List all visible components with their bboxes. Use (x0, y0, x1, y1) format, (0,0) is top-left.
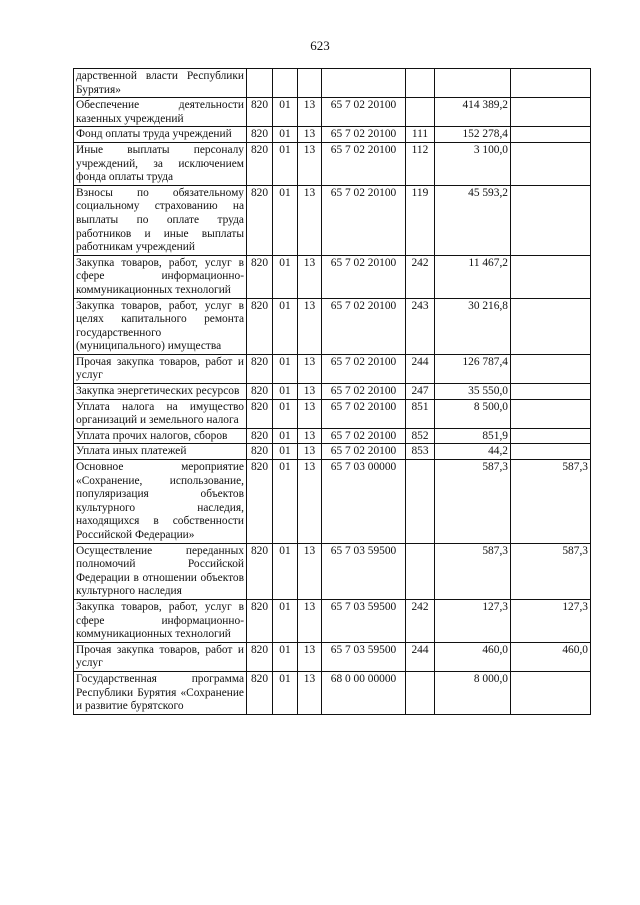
cell-grbs: 820 (247, 255, 273, 298)
cell-amount-federal (511, 444, 591, 460)
table-row (74, 127, 591, 143)
cell-target-article: 68 0 00 00000 (322, 671, 406, 714)
cell-subsection: 13 (298, 384, 322, 400)
cell-amount-federal (511, 354, 591, 383)
table-row (74, 298, 591, 354)
table-row (74, 444, 591, 460)
cell-target-article: 65 7 03 59500 (322, 599, 406, 642)
cell-amount-federal: 460,0 (511, 642, 591, 671)
cell-expense-type: 242 (406, 255, 435, 298)
cell-subsection: 13 (298, 142, 322, 185)
cell-subsection: 13 (298, 460, 322, 544)
cell-grbs: 820 (247, 671, 273, 714)
cell-amount: 587,3 (435, 460, 511, 544)
cell-grbs: 820 (247, 354, 273, 383)
cell-expense-type (406, 98, 435, 127)
table-row (74, 185, 591, 255)
cell-grbs: 820 (247, 543, 273, 599)
cell-amount-federal (511, 69, 591, 98)
cell-expense-type: 244 (406, 354, 435, 383)
cell-amount-federal: 587,3 (511, 460, 591, 544)
cell-amount-federal (511, 384, 591, 400)
cell-amount-federal (511, 98, 591, 127)
cell-amount-federal (511, 142, 591, 185)
table-row (74, 399, 591, 428)
cell-expense-type: 244 (406, 642, 435, 671)
cell-target-article: 65 7 03 59500 (322, 543, 406, 599)
cell-amount: 45 593,2 (435, 185, 511, 255)
table-body (74, 69, 591, 715)
cell-target-article: 65 7 02 20100 (322, 384, 406, 400)
cell-section: 01 (273, 255, 298, 298)
cell-grbs: 820 (247, 642, 273, 671)
cell-name: Закупка товаров, работ, услуг в целях капитального ремонта государственного (муниципального) имущества (74, 298, 247, 354)
cell-subsection: 13 (298, 671, 322, 714)
cell-section: 01 (273, 399, 298, 428)
cell-name: Основное мероприятие «Сохранение, использование, популяризация объектов культурного наследия, находящихся в собственности Российской Федерации» (74, 460, 247, 544)
cell-amount: 3 100,0 (435, 142, 511, 185)
cell-target-article: 65 7 02 20100 (322, 127, 406, 143)
cell-expense-type: 852 (406, 428, 435, 444)
cell-expense-type: 851 (406, 399, 435, 428)
cell-section (273, 69, 298, 98)
table-row (74, 671, 591, 714)
cell-grbs: 820 (247, 599, 273, 642)
cell-expense-type (406, 543, 435, 599)
cell-grbs: 820 (247, 444, 273, 460)
cell-name: Прочая закупка товаров, работ и услуг (74, 642, 247, 671)
cell-subsection: 13 (298, 298, 322, 354)
cell-section: 01 (273, 142, 298, 185)
cell-amount: 152 278,4 (435, 127, 511, 143)
cell-subsection: 13 (298, 255, 322, 298)
cell-grbs: 820 (247, 460, 273, 544)
cell-section: 01 (273, 460, 298, 544)
cell-name: Государственная программа Республики Бурятия «Сохранение и развитие бурятского (74, 671, 247, 714)
cell-name: Уплата налога на имущество организаций и земельного налога (74, 399, 247, 428)
cell-section: 01 (273, 543, 298, 599)
table-row (74, 69, 591, 98)
cell-amount-federal (511, 298, 591, 354)
cell-expense-type: 243 (406, 298, 435, 354)
cell-amount-federal (511, 428, 591, 444)
cell-amount: 460,0 (435, 642, 511, 671)
cell-amount-federal (511, 127, 591, 143)
cell-target-article: 65 7 03 59500 (322, 642, 406, 671)
cell-section: 01 (273, 98, 298, 127)
cell-amount: 35 550,0 (435, 384, 511, 400)
cell-grbs: 820 (247, 428, 273, 444)
cell-amount-federal: 587,3 (511, 543, 591, 599)
cell-subsection: 13 (298, 642, 322, 671)
cell-subsection: 13 (298, 98, 322, 127)
cell-amount: 127,3 (435, 599, 511, 642)
cell-target-article: 65 7 02 20100 (322, 428, 406, 444)
cell-target-article (322, 69, 406, 98)
cell-target-article: 65 7 02 20100 (322, 298, 406, 354)
cell-amount-federal: 127,3 (511, 599, 591, 642)
table-row (74, 354, 591, 383)
page-number: 623 (310, 38, 330, 53)
cell-subsection: 13 (298, 127, 322, 143)
cell-amount (435, 69, 511, 98)
cell-expense-type: 119 (406, 185, 435, 255)
cell-section: 01 (273, 298, 298, 354)
table-row (74, 428, 591, 444)
cell-subsection: 13 (298, 428, 322, 444)
cell-name: Уплата прочих налогов, сборов (74, 428, 247, 444)
table-row (74, 642, 591, 671)
cell-section: 01 (273, 127, 298, 143)
cell-section: 01 (273, 185, 298, 255)
cell-subsection: 13 (298, 599, 322, 642)
table-row (74, 460, 591, 544)
cell-name: Фонд оплаты труда учреждений (74, 127, 247, 143)
cell-grbs: 820 (247, 142, 273, 185)
cell-expense-type (406, 671, 435, 714)
cell-subsection: 13 (298, 399, 322, 428)
table-row (74, 599, 591, 642)
cell-target-article: 65 7 02 20100 (322, 354, 406, 383)
cell-name: Прочая закупка товаров, работ и услуг (74, 354, 247, 383)
cell-target-article: 65 7 02 20100 (322, 444, 406, 460)
cell-expense-type (406, 460, 435, 544)
cell-amount: 44,2 (435, 444, 511, 460)
cell-expense-type: 247 (406, 384, 435, 400)
cell-amount: 30 216,8 (435, 298, 511, 354)
cell-section: 01 (273, 354, 298, 383)
cell-expense-type: 853 (406, 444, 435, 460)
cell-name: Закупка товаров, работ, услуг в сфере информационно-коммуникационных технологий (74, 599, 247, 642)
cell-expense-type: 111 (406, 127, 435, 143)
cell-expense-type: 112 (406, 142, 435, 185)
cell-amount: 8 000,0 (435, 671, 511, 714)
budget-table (73, 68, 591, 715)
cell-amount-federal (511, 185, 591, 255)
cell-target-article: 65 7 02 20100 (322, 142, 406, 185)
cell-grbs: 820 (247, 399, 273, 428)
cell-name: Обеспечение деятельности казенных учреждений (74, 98, 247, 127)
cell-subsection: 13 (298, 444, 322, 460)
cell-target-article: 65 7 02 20100 (322, 185, 406, 255)
cell-grbs: 820 (247, 298, 273, 354)
cell-subsection: 13 (298, 185, 322, 255)
cell-amount-federal (511, 399, 591, 428)
table-row (74, 255, 591, 298)
cell-target-article: 65 7 02 20100 (322, 399, 406, 428)
cell-amount: 11 467,2 (435, 255, 511, 298)
cell-section: 01 (273, 444, 298, 460)
cell-target-article: 65 7 03 00000 (322, 460, 406, 544)
cell-grbs: 820 (247, 98, 273, 127)
cell-amount: 851,9 (435, 428, 511, 444)
cell-amount-federal (511, 671, 591, 714)
cell-name: Закупка товаров, работ, услуг в сфере информационно-коммуникационных технологий (74, 255, 247, 298)
cell-grbs: 820 (247, 185, 273, 255)
cell-section: 01 (273, 642, 298, 671)
cell-amount: 414 389,2 (435, 98, 511, 127)
cell-amount: 126 787,4 (435, 354, 511, 383)
cell-grbs: 820 (247, 127, 273, 143)
cell-target-article: 65 7 02 20100 (322, 255, 406, 298)
cell-section: 01 (273, 671, 298, 714)
cell-subsection: 13 (298, 543, 322, 599)
cell-expense-type (406, 69, 435, 98)
cell-section: 01 (273, 384, 298, 400)
cell-name: Взносы по обязательному социальному страхованию на выплаты по оплате труда работников и иные выплаты работникам учреждений (74, 185, 247, 255)
cell-grbs: 820 (247, 384, 273, 400)
cell-amount-federal (511, 255, 591, 298)
cell-name: Закупка энергетических ресурсов (74, 384, 247, 400)
cell-target-article: 65 7 02 20100 (322, 98, 406, 127)
cell-expense-type: 242 (406, 599, 435, 642)
cell-section: 01 (273, 428, 298, 444)
cell-section: 01 (273, 599, 298, 642)
cell-name: Осуществление переданных полномочий Российской Федерации в отношении объектов культурного наследия (74, 543, 247, 599)
table-row (74, 142, 591, 185)
cell-amount: 8 500,0 (435, 399, 511, 428)
cell-name: дарственной власти Республики Бурятия» (74, 69, 247, 98)
cell-grbs (247, 69, 273, 98)
table-row (74, 384, 591, 400)
cell-name: Уплата иных платежей (74, 444, 247, 460)
table-row (74, 98, 591, 127)
cell-subsection: 13 (298, 354, 322, 383)
cell-name: Иные выплаты персоналу учреждений, за исключением фонда оплаты труда (74, 142, 247, 185)
cell-subsection (298, 69, 322, 98)
table-row (74, 543, 591, 599)
cell-amount: 587,3 (435, 543, 511, 599)
